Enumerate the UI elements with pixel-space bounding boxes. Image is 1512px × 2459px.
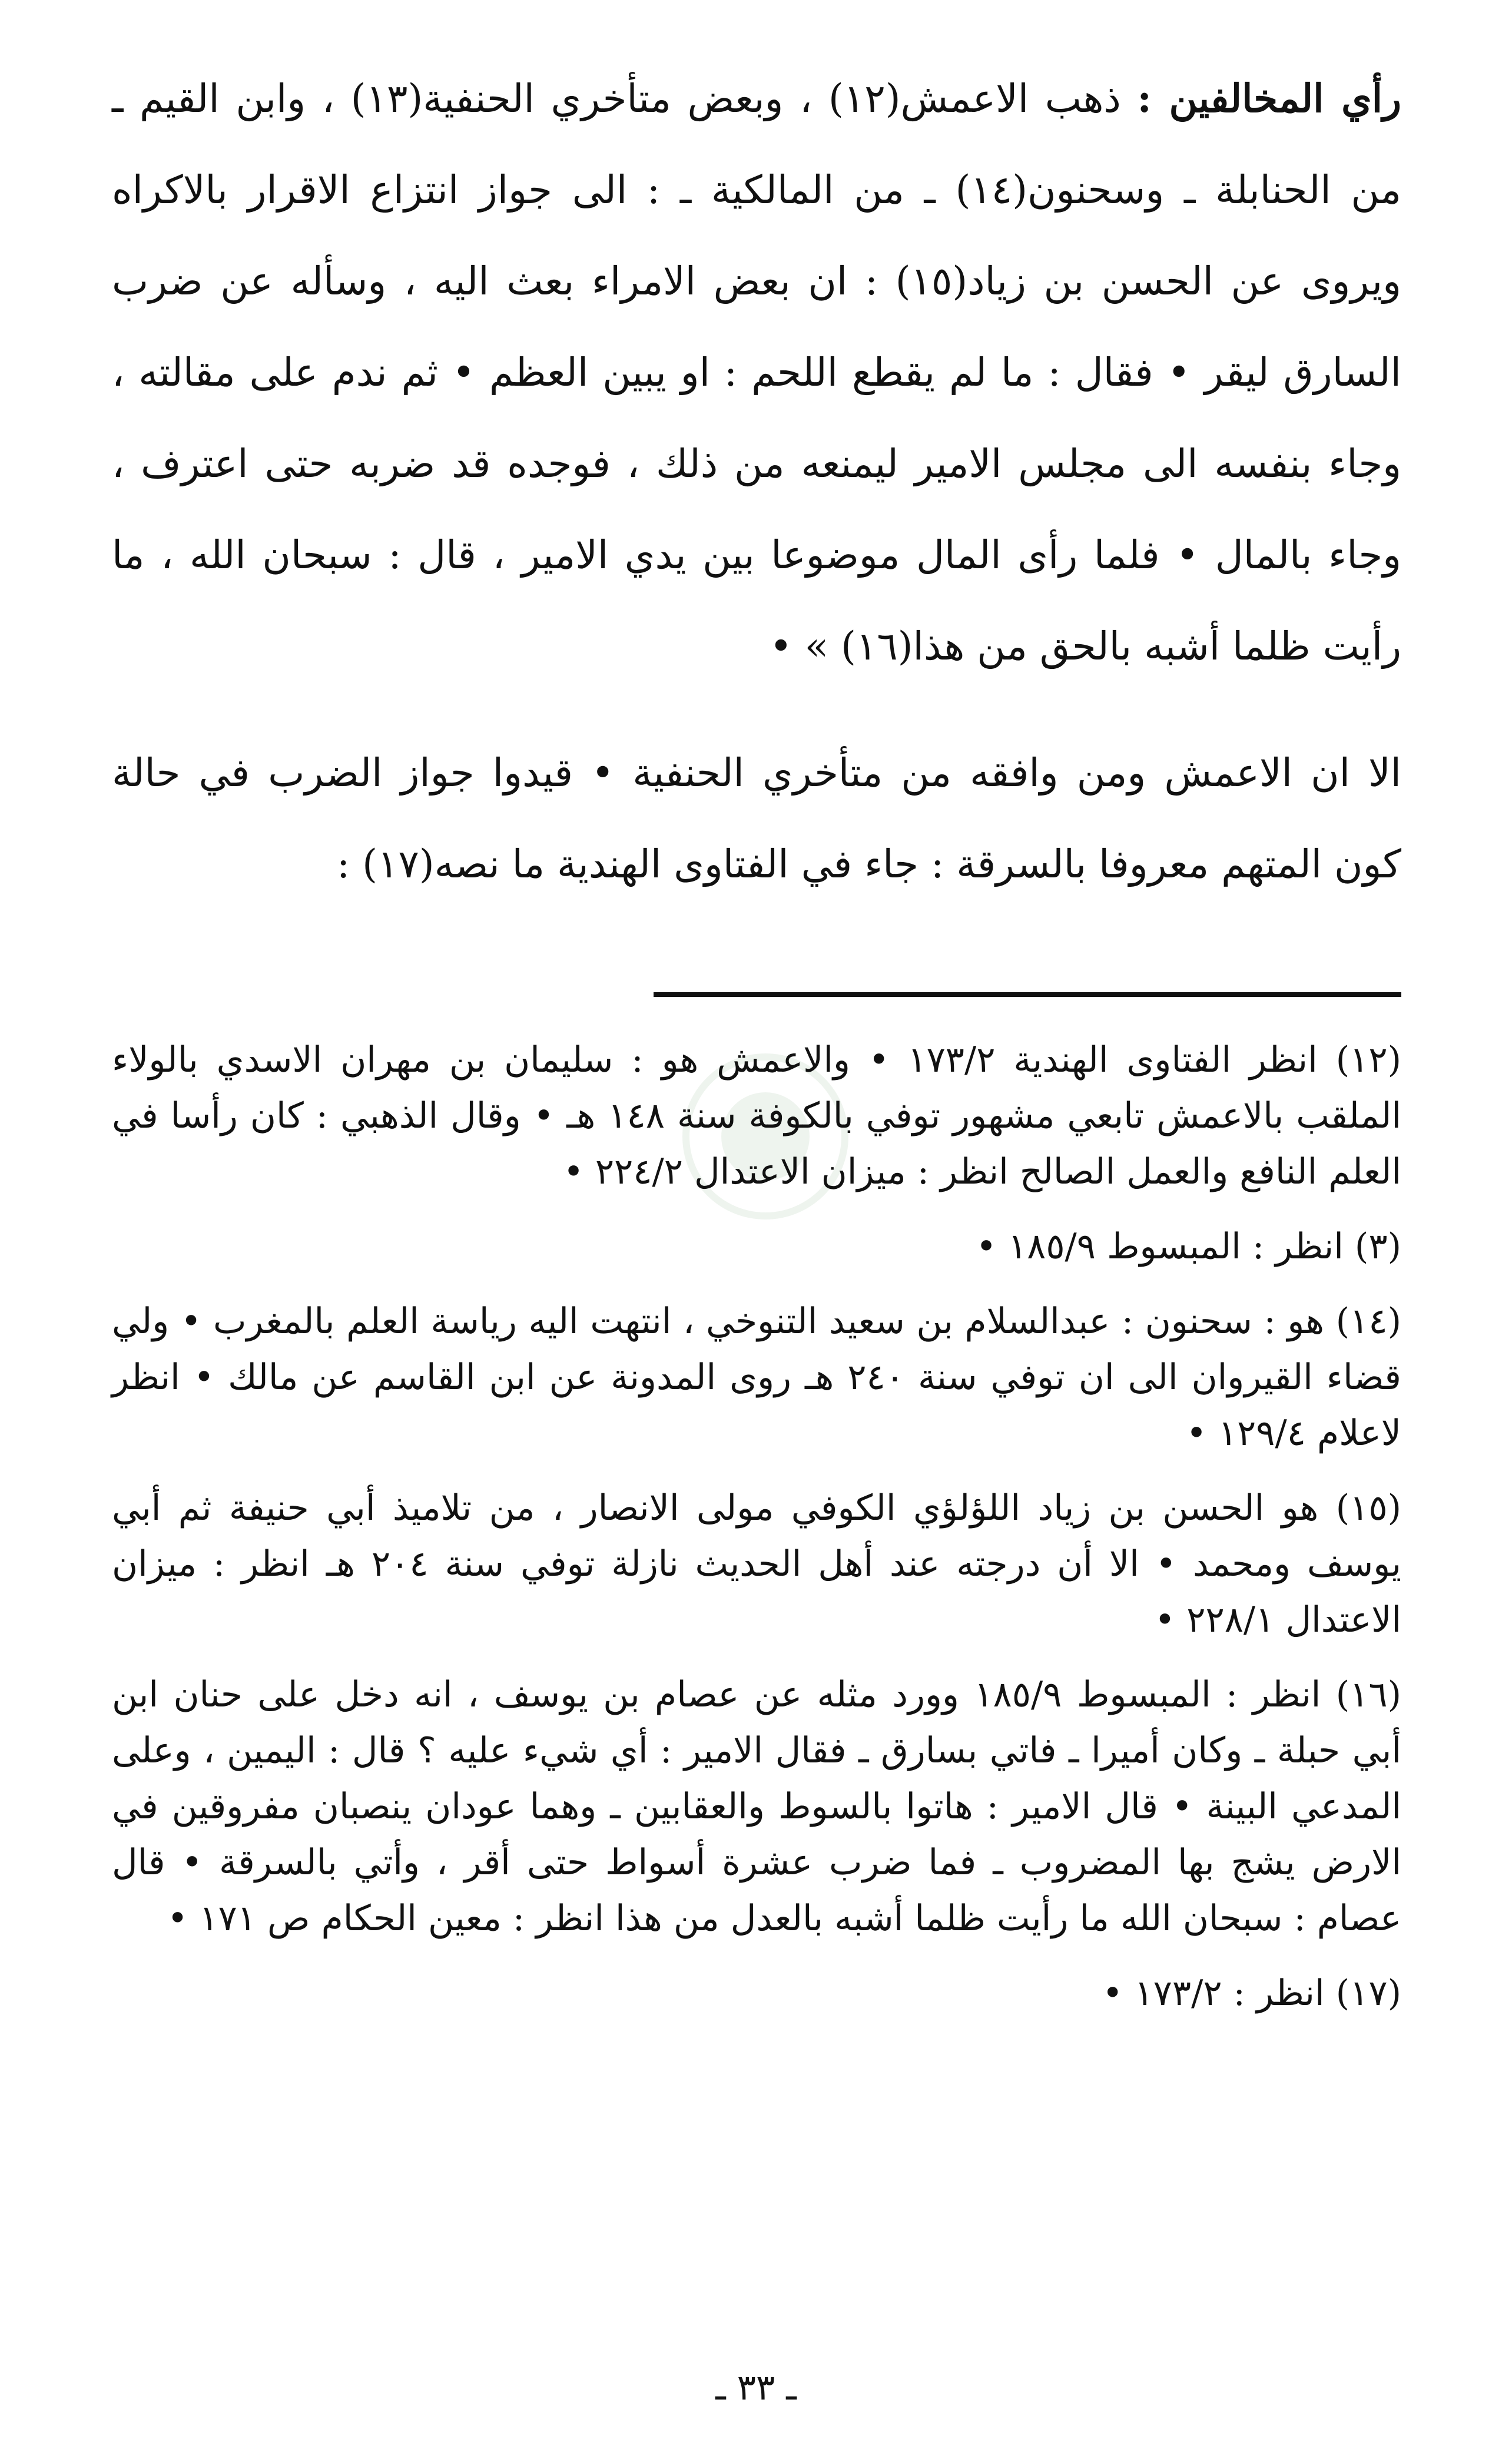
paragraph-1 — [112, 53, 1401, 692]
page-body — [112, 53, 1401, 2040]
section-lead: رأي المخالفين : — [1137, 75, 1402, 121]
footnote-14: (١٤) هو : سحنون : عبدالسلام بن سعيد التنوخي ، انتهت اليه رياسة العلم بالمغرب • ولي قضاء القيروان الى ان توفي سنة ٢٤٠ هـ روى المدونة عن ابن القاسم عن مالك • انظر لاعلام ١٢٩/٤ • — [112, 1301, 1401, 1454]
main-text — [112, 53, 1401, 910]
footnote-16: (١٦) انظر : المبسوط ١٨٥/٩ وورد مثله عن عصام بن يوسف ، انه دخل على حنان ابن أبي حبلة ـ وكان أميرا ـ فاتي بسارق ـ فقال الامير : أي شيء عليه ؟ قال : اليمين ، وعلى المدعي البينة • قال الامير : هاتوا بالسوط والعقابين ـ وهما عودان ينصبان مفروقين في الارض يشج بها المضروب ـ فما ضرب عشرة أسواط حتى أقر ، وأتي بالسرقة • قال عصام : سبحان الله ما رأيت ظلما أشبه بالعدل من هذا انظر : معين الحكام ص ١٧١ • — [112, 1674, 1401, 1939]
footnote-divider — [654, 992, 1401, 997]
footnote-12: (١٢) انظر الفتاوى الهندية ١٧٣/٢ • والاعمش هو : سليمان بن مهران الاسدي بالولاء الملقب بالاعمش تابعي مشهور توفي بالكوفة سنة ١٤٨ هـ • وقال الذهبي : كان رأسا في العلم النافع والعمل الصالح انظر : ميزان الاعتدال ٢٢٤/٢ • — [112, 1039, 1402, 1192]
footnote-13: (٣) انظر : المبسوط ١٨٥/٩ • — [976, 1226, 1401, 1267]
paragraph-1-text: ذهب الاعمش(١٢) ، وبعض متأخري الحنفية(١٣) ، وابن القيم ـ من الحنابلة ـ وسحنون(١٤) ـ من المالكية ـ : الى جواز انتزاع الاقرار بالاكراه ويروى عن الحسن بن زياد(١٥) : ان بعض الامراء بعث اليه ، وسأله عن ضرب السارق ليقر • فقال : ما لم يقطع اللحم : او يبين العظم • ثم ندم على مقالته ، وجاء بنفسه الى مجلس الامير ليمنعه من ذلك ، فوجده قد ضربه حتى اعترف ، وجاء بالمال • فلما رأى المال موضوعا بين يدي الامير ، قال : سبحان الله ، ما رأيت ظلما أشبه بالحق من هذا(١٦) » • — [112, 76, 1402, 669]
footnote-15: (١٥) هو الحسن بن زياد اللؤلؤي الكوفي مولى الانصار ، من تلاميذ أبي حنيفة ثم أبي يوسف ومحمد • الا أن درجته عند أهل الحديث نازلة توفي سنة ٢٠٤ هـ انظر : ميزان الاعتدال ٢٢٨/١ • — [112, 1487, 1401, 1641]
footnotes — [112, 1032, 1401, 2021]
footnote-17: (١٧) انظر : ١٧٣/٢ • — [1102, 1973, 1401, 2014]
page-number: ـ ٣٣ ـ — [715, 2367, 797, 2408]
paragraph-2: الا ان الاعمش ومن وافقه من متأخري الحنفية • قيدوا جواز الضرب في حالة كون المتهم معروفا بالسرقة : جاء في الفتاوى الهندية ما نصه(١٧) : — [112, 750, 1401, 887]
